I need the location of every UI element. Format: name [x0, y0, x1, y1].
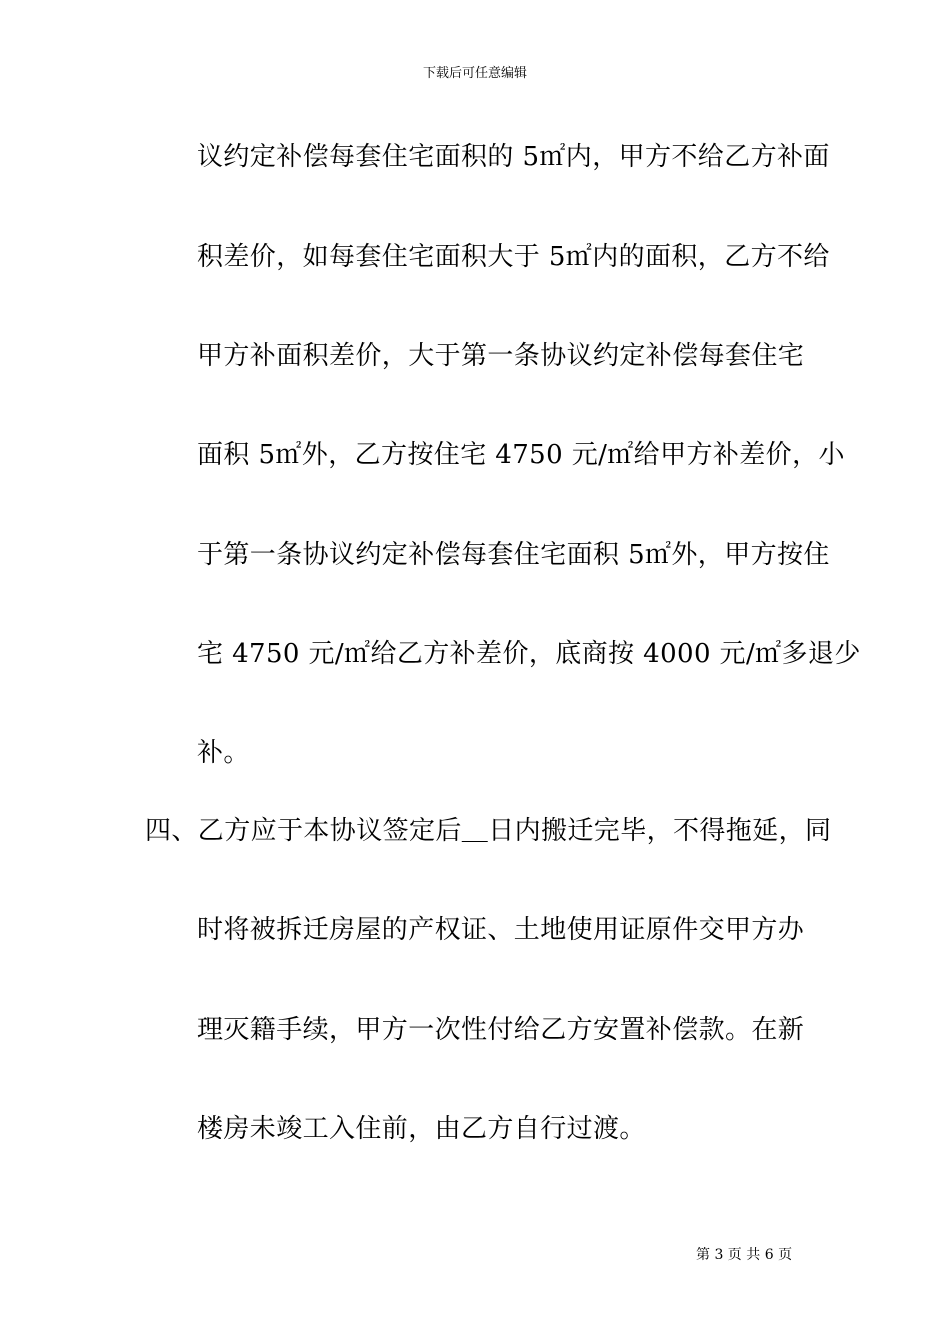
section-four-first-line: 四、乙方应于本协议签定后＿日内搬迁完毕，不得拖延，同: [145, 816, 832, 846]
body-line-5: 于第一条协议约定补偿每套住宅面积 5㎡外，甲方按住: [197, 540, 830, 570]
page-number: 第 3 页 共 6 页: [696, 1247, 793, 1263]
body-line-9: 时将被拆迁房屋的产权证、土地使用证原件交甲方办: [197, 915, 805, 945]
body-line-4: 面积 5㎡外，乙方按住宅 4750 元/㎡给甲方补差价，小: [197, 440, 845, 470]
body-line-2: 积差价，如每套住宅面积大于 5㎡内的面积，乙方不给: [197, 242, 830, 272]
page-header: 下载后可任意编辑: [422, 66, 527, 81]
body-line-10: 理灭籍手续，甲方一次性付给乙方安置补偿款。在新: [197, 1015, 805, 1045]
body-line-3: 甲方补面积差价，大于第一条协议约定补偿每套住宅: [197, 341, 805, 371]
body-line-1: 议约定补偿每套住宅面积的 5㎡内，甲方不给乙方补面: [197, 142, 830, 172]
body-line-7: 补。: [197, 738, 250, 768]
body-line-11: 楼房未竣工入住前，由乙方自行过渡。: [197, 1114, 646, 1144]
body-line-6: 宅 4750 元/㎡给乙方补差价，底商按 4000 元/㎡多退少: [197, 639, 861, 669]
